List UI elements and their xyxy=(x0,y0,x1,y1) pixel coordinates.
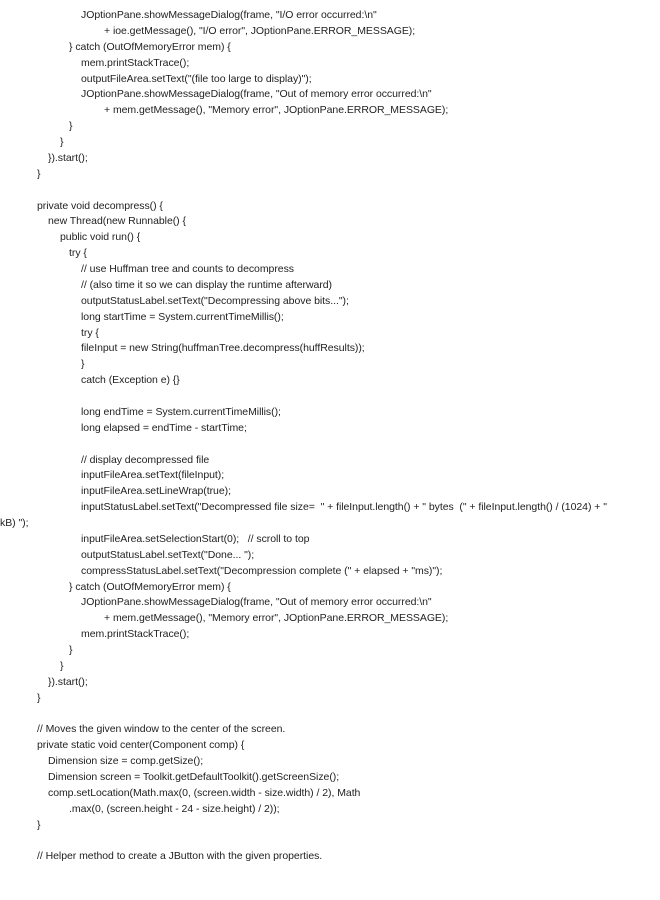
code-line xyxy=(0,707,660,723)
code-line: } xyxy=(60,659,64,672)
code-line: long endTime = System.currentTimeMillis(); xyxy=(81,405,281,418)
code-line: long startTime = System.currentTimeMillis(); xyxy=(81,310,284,323)
code-line: compressStatusLabel.setText("Decompression complete (" + elapsed + "ms)"); xyxy=(81,564,443,577)
code-line: // Moves the given window to the center of the screen. xyxy=(37,723,286,736)
code-line: outputStatusLabel.setText("Decompressing above bits..."); xyxy=(81,294,349,307)
code-line: }).start(); xyxy=(48,675,88,688)
code-line: Dimension size = comp.getSize(); xyxy=(48,755,204,768)
code-line: JOptionPane.showMessageDialog(frame, "Out of memory error occurred:\n" xyxy=(81,596,432,609)
code-line: } xyxy=(37,691,41,704)
code-line: mem.printStackTrace(); xyxy=(81,628,190,641)
code-line: // (also time it so we can display the runtime afterward) xyxy=(81,278,333,291)
code-line: } catch (OutOfMemoryError mem) { xyxy=(69,580,231,593)
code-line: JOptionPane.showMessageDialog(frame, "Out of memory error occurred:\n" xyxy=(81,88,432,101)
code-line: long elapsed = endTime - startTime; xyxy=(81,421,247,434)
code-line: } catch (OutOfMemoryError mem) { xyxy=(69,40,231,53)
code-line: } xyxy=(37,167,41,180)
code-line: JOptionPane.showMessageDialog(frame, "I/O error occurred:\n" xyxy=(81,9,377,21)
code-line: Dimension screen = Toolkit.getDefaultToolkit().getScreenSize(); xyxy=(48,771,340,783)
code-line: inputFileArea.setSelectionStart(0); // scroll to top xyxy=(81,532,310,545)
code-line xyxy=(0,834,660,850)
code-line xyxy=(0,865,660,881)
code-line: inputFileArea.setLineWrap(true); xyxy=(81,485,231,498)
code-line xyxy=(0,389,660,405)
code-line: + mem.getMessage(), "Memory error", JOptionPane.ERROR_MESSAGE); xyxy=(104,104,449,117)
code-line: public void run() { xyxy=(60,231,141,244)
code-line: // display decompressed file xyxy=(81,453,210,466)
code-line: .max(0, (screen.height - 24 - size.height) / 2)); xyxy=(69,802,280,815)
code-line: kB) "); xyxy=(0,517,29,529)
code-line: private void decompress() { xyxy=(37,199,163,212)
code-line: outputStatusLabel.setText("Done... "); xyxy=(81,548,255,561)
code-line: } xyxy=(69,120,73,133)
code-line: } xyxy=(69,644,73,656)
code-line: try { xyxy=(81,326,99,339)
code-line: // Helper method to create a JButton with the given properties. xyxy=(37,850,323,863)
code-line: mem.printStackTrace(); xyxy=(81,56,190,69)
code-line: comp.setLocation(Math.max(0, (screen.width - size.width) / 2), Math xyxy=(48,786,361,799)
code-line: + ioe.getMessage(), "I/O error", JOptionPane.ERROR_MESSAGE); xyxy=(104,24,416,37)
code-line: } xyxy=(37,818,41,831)
code-line: inputFileArea.setText(fileInput); xyxy=(81,469,225,482)
code-line xyxy=(0,183,660,199)
code-line: }).start(); xyxy=(48,151,88,164)
code-line: outputFileArea.setText("(file too large to display)"); xyxy=(81,72,312,85)
code-document xyxy=(0,8,660,898)
code-line: } xyxy=(81,358,85,371)
code-line: catch (Exception e) {} xyxy=(81,374,180,387)
code-line: private static void center(Component comp) { xyxy=(37,739,245,752)
code-line: try { xyxy=(69,247,87,260)
code-line: inputStatusLabel.setText("Decompressed file size= " + fileInput.length() + " bytes (" + fileInput.length() / (1024) + " xyxy=(81,501,607,514)
code-line xyxy=(0,437,660,453)
code-line: fileInput = new String(huffmanTree.decompress(huffResults)); xyxy=(81,342,365,355)
code-line: // use Huffman tree and counts to decompress xyxy=(81,263,294,275)
code-line: + mem.getMessage(), "Memory error", JOptionPane.ERROR_MESSAGE); xyxy=(104,612,449,625)
code-line: } xyxy=(60,136,64,148)
code-line xyxy=(0,881,660,897)
code-line: new Thread(new Runnable() { xyxy=(48,215,186,228)
